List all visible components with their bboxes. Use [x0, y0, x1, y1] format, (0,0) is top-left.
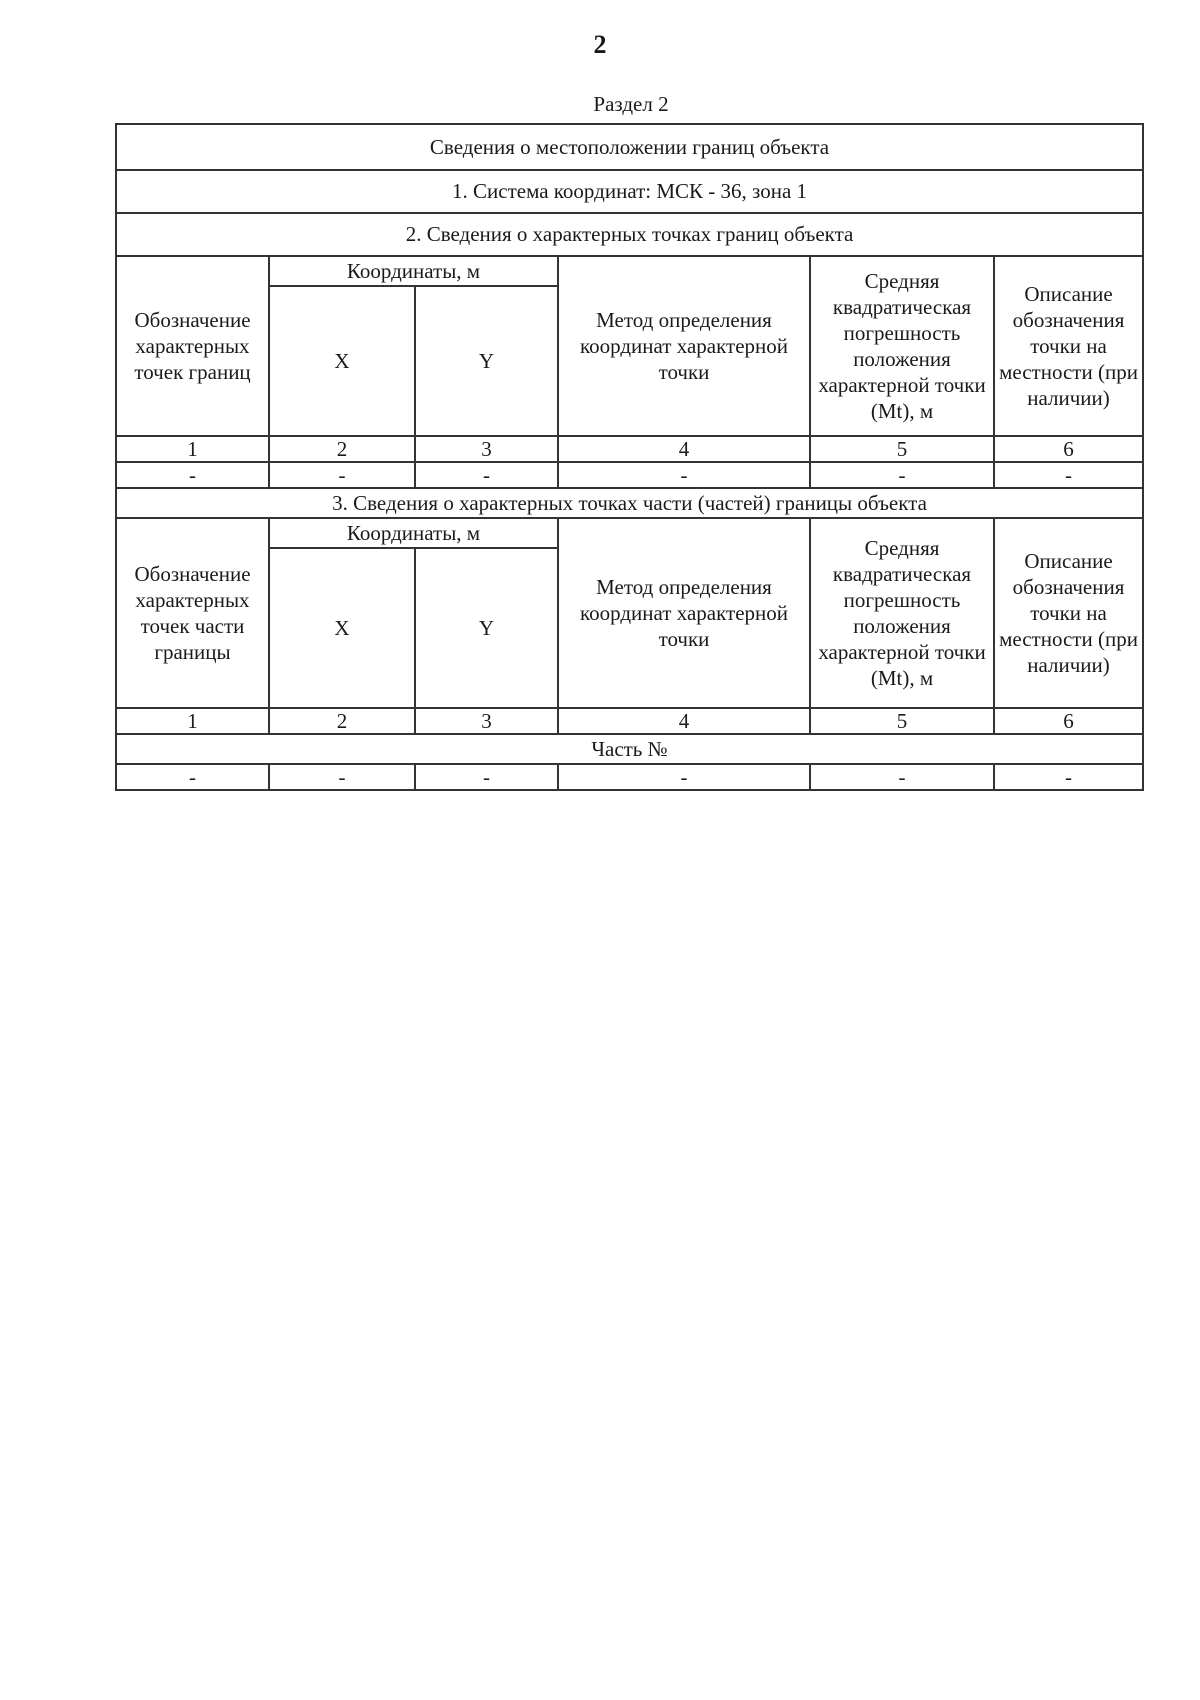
table-cell: - — [994, 462, 1143, 488]
table-cell: - — [269, 462, 415, 488]
col-number: 4 — [558, 436, 810, 462]
block1-description-header: Описание обозначения точки на местности (при наличии) — [994, 256, 1143, 436]
block2-header-row-1 — [116, 518, 1143, 548]
table-cell: - — [116, 764, 269, 790]
block2-title-row — [116, 488, 1143, 518]
block2-part-row — [116, 734, 1143, 764]
coord-system-row — [116, 170, 1143, 213]
block2-y-header: Y — [415, 548, 558, 708]
block1-coords-header: Координаты, м — [269, 256, 558, 286]
block2-coords-header: Координаты, м — [269, 518, 558, 548]
table-row — [116, 764, 1143, 790]
col-number: 6 — [994, 436, 1143, 462]
block2-description-header: Описание обозначения точки на местности (при наличии) — [994, 518, 1143, 708]
block1-title-row — [116, 213, 1143, 256]
block2-title: 3. Сведения о характерных точках части (частей) границы объекта — [116, 488, 1143, 518]
table-cell: - — [415, 764, 558, 790]
col-number: 5 — [810, 436, 994, 462]
block1-x-header: X — [269, 286, 415, 436]
block1-y-header: Y — [415, 286, 558, 436]
block1-error-header: Средняя квадратическая погрешность положения характерной точки (Mt), м — [810, 256, 994, 436]
col-number: 2 — [269, 436, 415, 462]
block2-error-header: Средняя квадратическая погрешность положения характерной точки (Mt), м — [810, 518, 994, 708]
table-cell: - — [994, 764, 1143, 790]
block1-col-numbers — [116, 436, 1143, 462]
page-number: 2 — [593, 30, 607, 59]
col-number: 4 — [558, 708, 810, 734]
table-title-row — [116, 124, 1143, 170]
col-number: 5 — [810, 708, 994, 734]
table-cell: - — [116, 462, 269, 488]
col-number: 3 — [415, 708, 558, 734]
col-number: 1 — [116, 708, 269, 734]
col-number: 1 — [116, 436, 269, 462]
part-label: Часть № — [116, 734, 1143, 764]
table-cell: - — [269, 764, 415, 790]
col-number: 3 — [415, 436, 558, 462]
table-cell: - — [810, 462, 994, 488]
block1-title: 2. Сведения о характерных точках границ объекта — [116, 213, 1143, 256]
table-cell: - — [810, 764, 994, 790]
table-cell: - — [415, 462, 558, 488]
block1-method-header: Метод определения координат характерной точки — [558, 256, 810, 436]
table-cell: - — [558, 462, 810, 488]
block2-designation-header: Обозначение характерных точек части границы — [116, 518, 269, 708]
block1-header-row-1 — [116, 256, 1143, 286]
col-number: 6 — [994, 708, 1143, 734]
block1-designation-header: Обозначение характерных точек границ — [116, 256, 269, 436]
block2-col-numbers — [116, 708, 1143, 734]
boundary-table — [115, 123, 1144, 791]
table-cell: - — [558, 764, 810, 790]
section-title: Раздел 2 — [593, 92, 669, 116]
coord-system: 1. Система координат: МСК - 36, зона 1 — [116, 170, 1143, 213]
table-title: Сведения о местоположении границ объекта — [116, 124, 1143, 170]
table-row — [116, 462, 1143, 488]
col-number: 2 — [269, 708, 415, 734]
block2-x-header: X — [269, 548, 415, 708]
block2-method-header: Метод определения координат характерной точки — [558, 518, 810, 708]
